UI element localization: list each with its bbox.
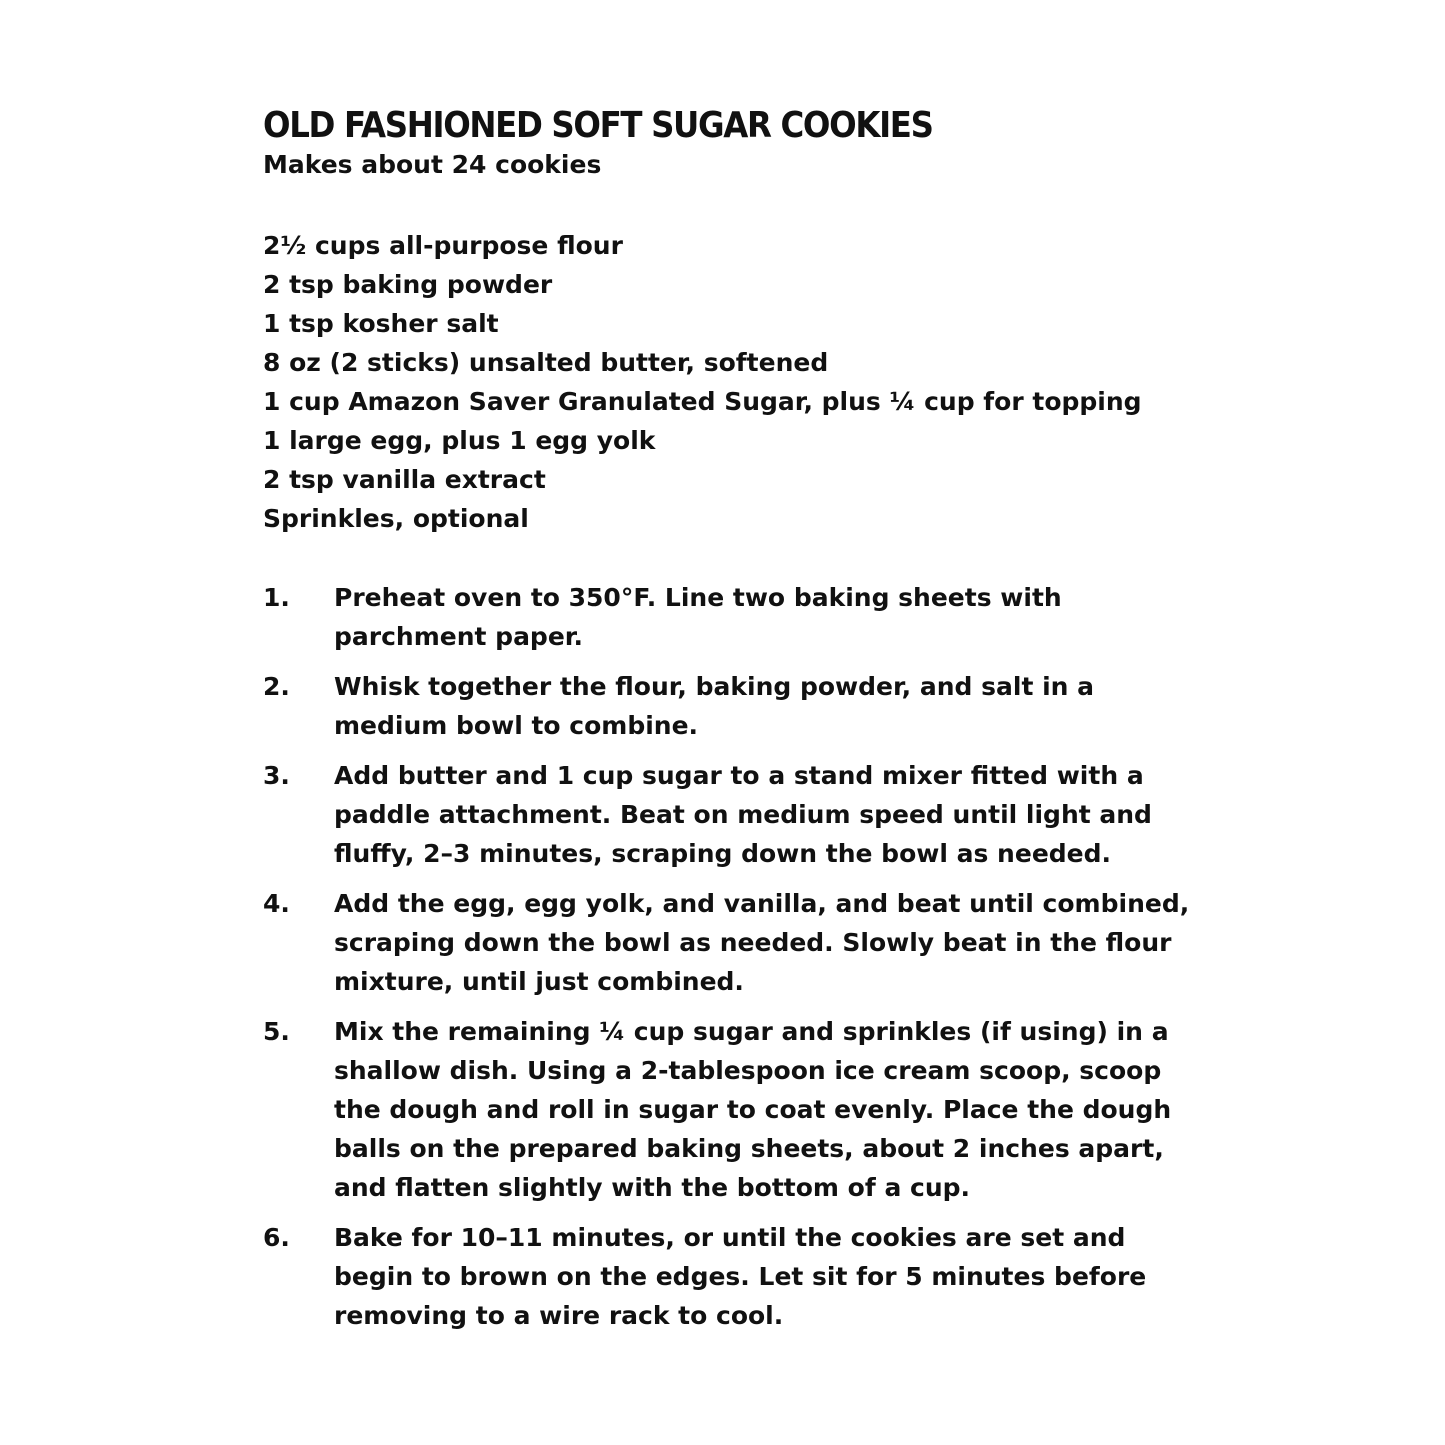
instruction-step (263, 1218, 1193, 1335)
ingredient-item: 1 large egg, plus 1 egg yolk (263, 426, 656, 455)
recipe-yield: Makes about 24 cookies (263, 150, 602, 179)
step-text: Mix the remaining ¼ cup sugar and sprinkles (if using) in a shallow dish. Using a 2-tablespoon ice cream scoop, scoop the dough and roll in sugar to coat evenly. Place the dough balls on the prepared baking sheets, about 2 inches apart, and flatten slightly with the bottom of a cup. (334, 1017, 1172, 1202)
recipe-card (263, 104, 1193, 1346)
ingredient-item: 8 oz (2 sticks) unsalted butter, softened (263, 348, 829, 377)
instruction-step (263, 884, 1193, 1001)
recipe-title: OLD FASHIONED SOFT SUGAR COOKIES (263, 105, 933, 146)
instruction-step (263, 578, 1193, 656)
ingredient-item: 2 tsp vanilla extract (263, 465, 546, 494)
ingredient-list (263, 226, 1193, 538)
step-number: 6. (263, 1223, 290, 1252)
step-number: 2. (263, 672, 290, 701)
ingredient-item: 1 cup Amazon Saver Granulated Sugar, plus ¼ cup for topping (263, 387, 1142, 416)
step-number: 1. (263, 583, 290, 612)
ingredient-item: 2½ cups all-purpose flour (263, 231, 623, 260)
instruction-list (263, 578, 1193, 1335)
step-text: Bake for 10–11 minutes, or until the cookies are set and begin to brown on the edges. Let sit for 5 minutes before removing to a wire rack to cool. (334, 1223, 1147, 1330)
ingredient-item: 1 tsp kosher salt (263, 309, 499, 338)
step-number: 4. (263, 889, 290, 918)
ingredient-item: 2 tsp baking powder (263, 270, 553, 299)
instruction-step (263, 1012, 1193, 1207)
step-number: 5. (263, 1017, 290, 1046)
step-text: Whisk together the flour, baking powder, and salt in a medium bowl to combine. (334, 672, 1095, 740)
instruction-step (263, 756, 1193, 873)
instruction-step (263, 667, 1193, 745)
step-text: Add butter and 1 cup sugar to a stand mixer fitted with a paddle attachment. Beat on medium speed until light and fluffy, 2–3 minutes, scraping down the bowl as needed. (334, 761, 1152, 868)
step-number: 3. (263, 761, 290, 790)
step-text: Preheat oven to 350°F. Line two baking sheets with parchment paper. (334, 583, 1062, 651)
ingredient-item: Sprinkles, optional (263, 504, 529, 533)
step-text: Add the egg, egg yolk, and vanilla, and beat until combined, scraping down the bowl as needed. Slowly beat in the flour mixture, until just combined. (334, 889, 1190, 996)
